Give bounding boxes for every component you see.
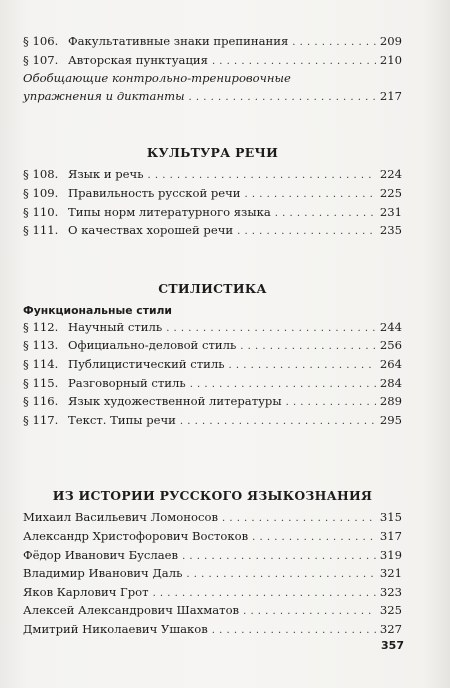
- leader-dots: [229, 357, 376, 375]
- entry-title: Язык и речь: [68, 167, 144, 182]
- leader-dots: [212, 53, 376, 71]
- entry-page: 315: [379, 510, 402, 525]
- entry-page: 244: [379, 319, 402, 334]
- entry-title: Яков Карлович Грот: [23, 584, 149, 599]
- entry-page: 317: [379, 528, 402, 543]
- entry-number: § 115.: [23, 375, 59, 390]
- toc-entry-113[interactable]: [23, 337, 402, 356]
- entry-number: § 114.: [23, 356, 59, 371]
- leader-dots: [182, 548, 376, 566]
- entry-page: 224: [379, 167, 402, 182]
- entry-page: 327: [379, 621, 402, 636]
- section-heading-stylistics: СТИЛИСТИКА: [158, 280, 267, 296]
- entry-title: Владимир Иванович Даль: [23, 566, 183, 581]
- toc-entry-vostokov[interactable]: [23, 528, 402, 547]
- entry-title: Факультативные знаки препинания: [68, 34, 289, 48]
- entry-title: Разговорный стиль: [68, 375, 186, 390]
- entry-title: Алексей Александрович Шахматов: [23, 603, 240, 618]
- entry-title: упражнения и диктанты: [23, 88, 185, 103]
- entry-title: Авторская пунктуация: [68, 52, 208, 67]
- entry-title: Фёдор Иванович Буслаев: [23, 547, 179, 562]
- entry-number: § 112.: [23, 319, 59, 334]
- entry-title: Текст. Типы речи: [68, 412, 176, 427]
- entry-page: 284: [379, 375, 402, 390]
- entry-page: 321: [379, 566, 402, 581]
- leader-dots: [240, 338, 376, 356]
- entry-page: 231: [379, 204, 402, 219]
- leader-dots: [237, 223, 376, 241]
- leader-dots: [212, 622, 376, 640]
- leader-dots: [245, 186, 376, 204]
- entry-number: § 117.: [23, 412, 59, 427]
- entry-number: § 108.: [23, 167, 59, 182]
- toc-entry-115[interactable]: [23, 375, 402, 394]
- page-number: 357: [381, 639, 404, 652]
- leader-dots: [286, 394, 376, 412]
- leader-dots: [148, 167, 376, 185]
- entry-page: 323: [379, 584, 402, 599]
- entry-number: § 110.: [23, 204, 59, 219]
- toc-entry-ushakov[interactable]: [23, 621, 402, 640]
- toc-entry-106[interactable]: [23, 33, 402, 52]
- section-heading-history: ИЗ ИСТОРИИ РУССКОГО ЯЗЫКОЗНАНИЯ: [52, 488, 373, 504]
- entry-page: 295: [379, 412, 402, 427]
- toc-entry-116[interactable]: [23, 393, 402, 412]
- entry-title: О качествах хорошей речи: [68, 223, 234, 238]
- leader-dots: [292, 34, 376, 52]
- entry-page: 210: [379, 52, 402, 67]
- leader-dots: [275, 205, 376, 223]
- entry-title: Научный стиль: [68, 319, 163, 334]
- entry-title: Типы норм литературного языка: [68, 204, 271, 219]
- entry-page: 217: [379, 88, 402, 103]
- entry-page: 256: [379, 338, 402, 353]
- entry-number: § 107.: [23, 52, 59, 67]
- leader-dots: [166, 320, 376, 338]
- section-heading-culture: КУЛЬТУРА РЕЧИ: [146, 145, 279, 161]
- entry-page: 319: [379, 547, 402, 562]
- leader-dots: [243, 603, 376, 621]
- leader-dots: [252, 529, 376, 547]
- toc-entry-108[interactable]: [23, 166, 402, 185]
- entry-title: Официально-деловой стиль: [68, 338, 237, 353]
- toc-entry-112[interactable]: [23, 319, 402, 338]
- toc-entry-111[interactable]: [23, 222, 402, 241]
- entry-title: Правильность русской речи: [68, 185, 241, 200]
- entry-number: § 116.: [23, 394, 59, 409]
- toc-entry-shakhmatov[interactable]: [23, 602, 402, 621]
- entry-page: 209: [379, 34, 402, 48]
- toc-entry-114[interactable]: [23, 356, 402, 375]
- entry-page: 289: [379, 394, 402, 409]
- leader-dots: [186, 566, 375, 584]
- toc-entry-107[interactable]: [23, 52, 402, 71]
- entry-title: Михаил Васильевич Ломоносов: [23, 510, 218, 525]
- subsection-heading-functional-styles: Функциональные стили: [23, 303, 173, 317]
- entry-number: § 109.: [23, 185, 59, 200]
- entry-title: Публицистический стиль: [68, 356, 225, 371]
- entry-number: § 106.: [23, 34, 59, 48]
- entry-number: § 113.: [23, 338, 59, 353]
- entry-title: Александр Христофорович Востоков: [23, 528, 249, 543]
- entry-number: § 111.: [23, 223, 59, 238]
- leader-dots: [190, 376, 376, 394]
- leader-dots: [180, 413, 376, 431]
- leader-dots: [222, 510, 376, 528]
- summary-title-line1: Обобщающие контрольно-тренировочные: [23, 71, 291, 86]
- toc-entry-109[interactable]: [23, 185, 402, 204]
- entry-page: 264: [379, 356, 402, 371]
- leader-dots: [189, 89, 376, 107]
- entry-title: Дмитрий Николаевич Ушаков: [23, 621, 208, 636]
- toc-entry-buslaev[interactable]: [23, 547, 402, 566]
- toc-entry-grot[interactable]: [23, 584, 402, 603]
- toc-entry-117[interactable]: [23, 412, 402, 431]
- entry-page: 325: [379, 603, 402, 618]
- toc-entry-dal[interactable]: [23, 565, 402, 584]
- entry-page: 225: [379, 185, 402, 200]
- entry-page: 235: [379, 223, 402, 238]
- toc-entry-summary[interactable]: [23, 88, 402, 107]
- toc-entry-110[interactable]: [23, 204, 402, 223]
- leader-dots: [153, 585, 376, 603]
- entry-title: Язык художественной литературы: [68, 394, 282, 409]
- toc-entry-lomonosov[interactable]: [23, 509, 402, 528]
